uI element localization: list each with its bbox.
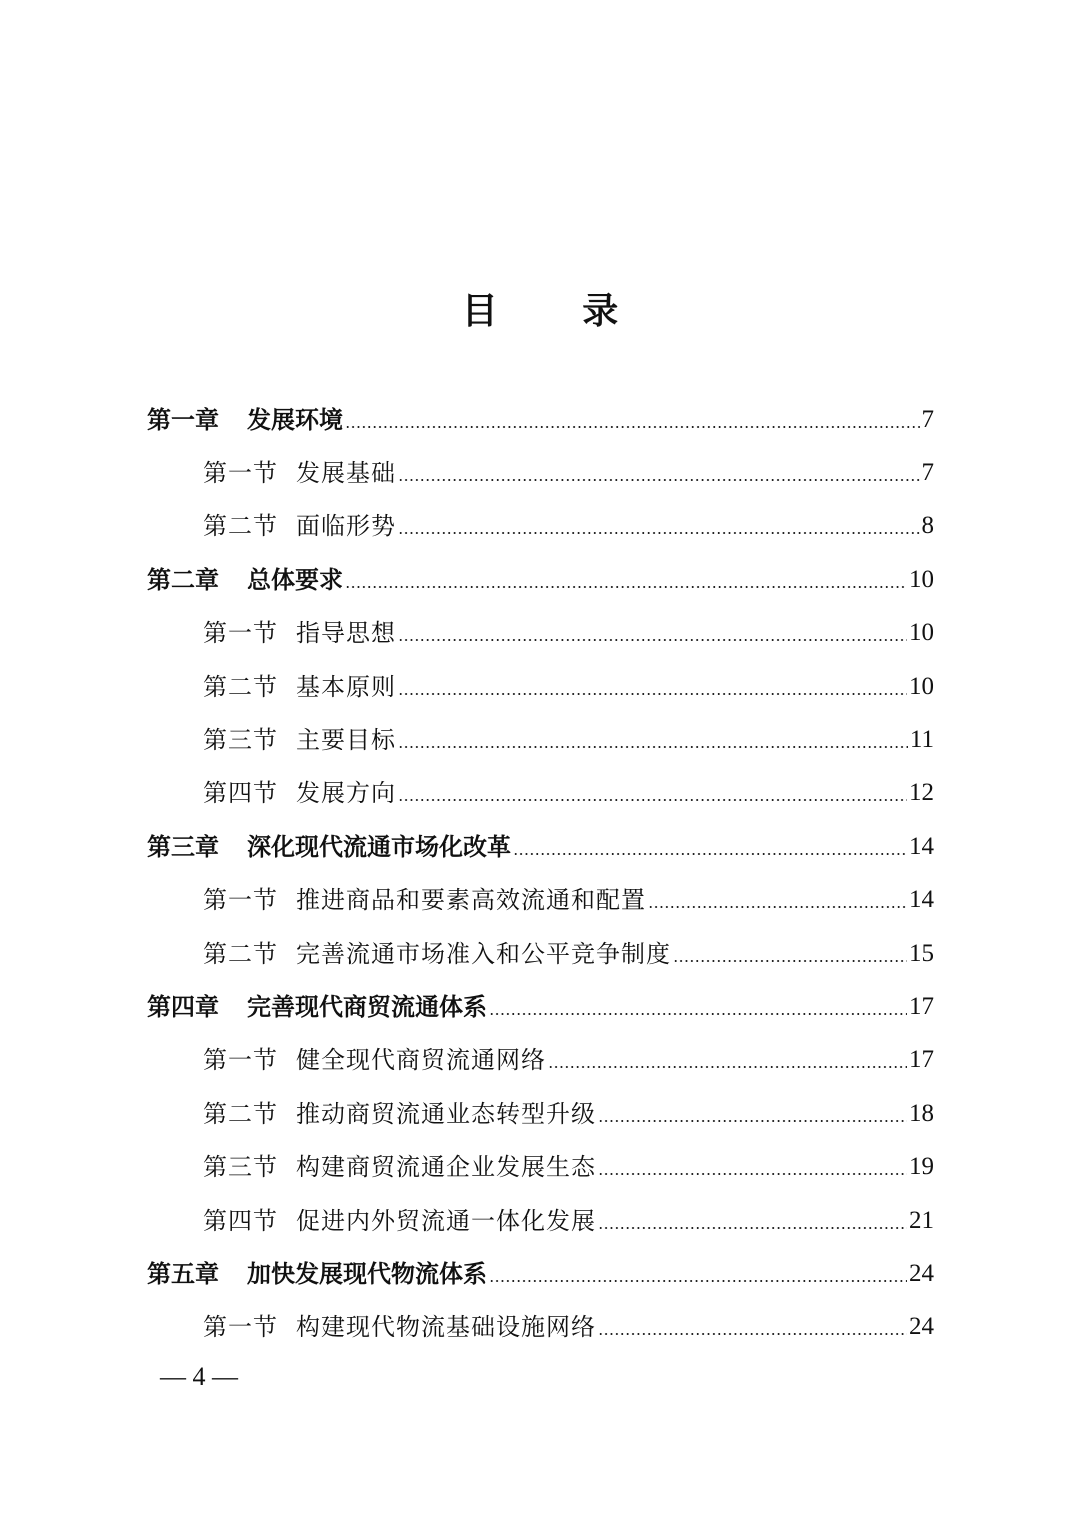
- dot-leader: [598, 1227, 907, 1229]
- toc-entry-page-number: 8: [921, 512, 934, 540]
- dot-leader: [598, 1120, 907, 1122]
- toc-section-entry: [0, 500, 1080, 553]
- dot-leader: [673, 960, 907, 962]
- toc-entry-page-number: 7: [921, 459, 934, 487]
- toc-entry-title: 基本原则: [296, 672, 396, 701]
- table-of-contents: [0, 393, 1080, 1354]
- toc-chapter-entry: [0, 1247, 1080, 1300]
- toc-entry-title: 推动商贸流通业态转型升级: [296, 1099, 596, 1128]
- toc-section-entry: [0, 1194, 1080, 1247]
- toc-chapter-entry: [0, 980, 1080, 1033]
- toc-entry-number: 第四章: [147, 992, 219, 1021]
- toc-section-entry: [0, 446, 1080, 499]
- toc-entry-title: 主要目标: [296, 726, 396, 755]
- toc-entry-page-number: 14: [909, 832, 934, 860]
- toc-entry-label: [203, 511, 396, 541]
- toc-entry-title: 完善现代商贸流通体系: [247, 992, 487, 1021]
- toc-entry-label: [203, 1045, 546, 1075]
- dot-leader: [345, 426, 920, 428]
- dot-leader: [398, 799, 907, 801]
- toc-section-entry: [0, 1140, 1080, 1193]
- dot-leader: [489, 1280, 907, 1282]
- toc-section-entry: [0, 660, 1080, 713]
- toc-entry-number: 第一章: [147, 405, 219, 434]
- page-number-footer: — 4 —: [160, 1362, 238, 1391]
- toc-entry-number: 第三章: [147, 832, 219, 861]
- toc-chapter-entry: [0, 820, 1080, 873]
- dot-leader: [345, 586, 907, 588]
- toc-entry-label: [203, 939, 671, 969]
- dot-leader: [598, 1173, 907, 1175]
- toc-entry-label: [203, 1312, 596, 1342]
- toc-entry-page-number: 10: [909, 672, 934, 700]
- toc-entry-number: 第一节: [203, 1046, 278, 1075]
- toc-entry-page-number: 21: [909, 1206, 934, 1234]
- toc-section-entry: [0, 607, 1080, 660]
- toc-entry-page-number: 19: [909, 1153, 934, 1181]
- toc-section-entry: [0, 713, 1080, 766]
- dot-leader: [398, 479, 920, 481]
- dot-leader: [548, 1066, 907, 1068]
- toc-section-entry: [0, 1087, 1080, 1140]
- toc-entry-title: 推进商品和要素高效流通和配置: [296, 886, 646, 915]
- toc-entry-number: 第二节: [203, 672, 278, 701]
- page-title: 目 录: [461, 291, 655, 332]
- toc-entry-label: [147, 565, 343, 595]
- toc-entry-label: [147, 992, 487, 1022]
- dot-leader: [513, 853, 907, 855]
- toc-entry-label: [147, 832, 511, 862]
- toc-entry-page-number: 17: [909, 992, 934, 1020]
- toc-entry-page-number: 7: [921, 405, 934, 433]
- toc-chapter-entry: [0, 553, 1080, 606]
- toc-entry-page-number: 24: [909, 1259, 934, 1287]
- toc-entry-number: 第四节: [203, 1206, 278, 1235]
- toc-entry-number: 第二节: [203, 1099, 278, 1128]
- dot-leader: [489, 1013, 907, 1015]
- toc-entry-number: 第一节: [203, 1313, 278, 1342]
- toc-entry-title: 指导思想: [296, 619, 396, 648]
- toc-entry-number: 第二节: [203, 512, 278, 541]
- toc-entry-number: 第三节: [203, 726, 278, 755]
- dot-leader: [648, 906, 907, 908]
- toc-entry-page-number: 10: [909, 619, 934, 647]
- toc-entry-page-number: 12: [909, 779, 934, 807]
- toc-entry-page-number: 18: [909, 1099, 934, 1127]
- toc-section-entry: [0, 1034, 1080, 1087]
- toc-entry-page-number: 10: [909, 565, 934, 593]
- toc-entry-title: 构建商贸流通企业发展生态: [296, 1153, 596, 1182]
- toc-section-entry: [0, 1301, 1080, 1354]
- toc-entry-number: 第一节: [203, 459, 278, 488]
- toc-section-entry: [0, 927, 1080, 980]
- toc-entry-number: 第三节: [203, 1153, 278, 1182]
- toc-entry-title: 深化现代流通市场化改革: [247, 832, 511, 861]
- toc-entry-title: 发展方向: [296, 779, 396, 808]
- toc-entry-title: 促进内外贸流通一体化发展: [296, 1206, 596, 1235]
- toc-entry-title: 发展环境: [247, 405, 343, 434]
- toc-entry-number: 第二章: [147, 565, 219, 594]
- toc-entry-label: [203, 1152, 596, 1182]
- toc-entry-number: 第一节: [203, 619, 278, 648]
- toc-entry-label: [203, 725, 396, 755]
- toc-entry-label: [203, 458, 396, 488]
- toc-entry-title: 完善流通市场准入和公平竞争制度: [296, 939, 671, 968]
- toc-entry-title: 健全现代商贸流通网络: [296, 1046, 546, 1075]
- toc-entry-number: 第一节: [203, 886, 278, 915]
- toc-section-entry: [0, 874, 1080, 927]
- dot-leader: [598, 1333, 907, 1335]
- toc-entry-number: 第五章: [147, 1259, 219, 1288]
- toc-entry-label: [147, 405, 343, 435]
- toc-entry-page-number: 17: [909, 1046, 934, 1074]
- dot-leader: [398, 532, 920, 534]
- toc-entry-page-number: 15: [909, 939, 934, 967]
- dot-leader: [398, 746, 908, 748]
- toc-entry-number: 第二节: [203, 939, 278, 968]
- toc-entry-title: 总体要求: [247, 565, 343, 594]
- toc-entry-title: 面临形势: [296, 512, 396, 541]
- toc-entry-title: 发展基础: [296, 459, 396, 488]
- toc-entry-label: [203, 672, 396, 702]
- toc-section-entry: [0, 767, 1080, 820]
- dot-leader: [398, 693, 907, 695]
- toc-entry-title: 加快发展现代物流体系: [247, 1259, 487, 1288]
- toc-entry-title: 构建现代物流基础设施网络: [296, 1313, 596, 1342]
- toc-entry-label: [147, 1259, 487, 1289]
- toc-entry-page-number: 11: [909, 726, 934, 754]
- toc-chapter-entry: [0, 393, 1080, 446]
- dot-leader: [398, 639, 907, 641]
- toc-entry-page-number: 14: [909, 886, 934, 914]
- toc-entry-label: [203, 885, 646, 915]
- toc-entry-label: [203, 1206, 596, 1236]
- toc-entry-page-number: 24: [909, 1313, 934, 1341]
- toc-entry-label: [203, 618, 396, 648]
- toc-entry-number: 第四节: [203, 779, 278, 808]
- toc-entry-label: [203, 778, 396, 808]
- toc-entry-label: [203, 1099, 596, 1129]
